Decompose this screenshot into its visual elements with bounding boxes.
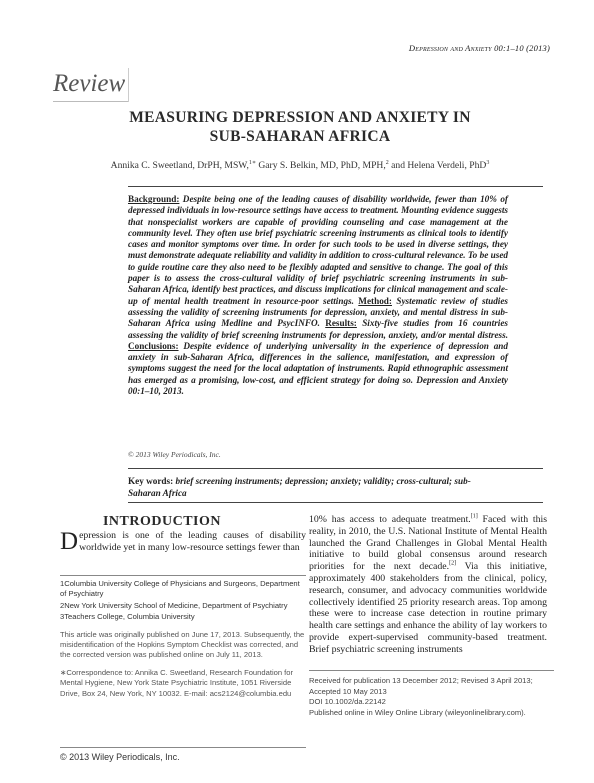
author-3: and Helena Verdeli, PhD [388, 160, 487, 171]
journal-issue: 00:1–10 (2013) [494, 43, 550, 53]
abstract-results-text: Sixty-five studies from 16 countries assessing the validity of brief screening instruments for depression, anxiety, and/or mental distress. [128, 318, 508, 340]
doi: DOI 10.1002/da.22142 [309, 697, 386, 707]
abstract-bottom-rule [128, 468, 543, 469]
author-1-affil: 1∗ [248, 159, 256, 166]
author-2-affil: 2 [385, 159, 389, 166]
abstract-top-rule [128, 186, 543, 187]
journal-running-header [330, 43, 550, 53]
keywords-label: Key words: [128, 476, 174, 486]
bottom-copyright: © 2013 Wiley Periodicals, Inc. [60, 752, 180, 762]
footnote-rule [60, 575, 306, 576]
abstract-method-text: Systematic review of studies assessing the validity of screening instruments for depression, anxiety, and mental distress in sub-Saharan Africa using Medline and PsycINFO. [128, 295, 508, 329]
article-title [90, 108, 510, 146]
right-text-2: Faced with this reality, in 2010, the U.S. National Institute of Mental Health launched the Grand Challenges in Global Mental Health initiative to build global consensus around research priorities for the next decade. [309, 514, 548, 573]
abstract-results-label: Results: [325, 318, 357, 329]
author-1: Annika C. Sweetland, DrPH, MSW, [110, 160, 249, 171]
keywords [128, 476, 498, 499]
section-label-divider [128, 68, 129, 102]
right-text-3: Via this initiative, approximately 400 stakeholders from the clinical, policy, research, consumer, and advocacy communities worldwide collectively identified 25 priority research areas. Top among these were to increase case detection in routine primary health care settings and enhance the ability of lay workers to provide expert-supervised community-based treatment. Brief psychiatric screening instruments [309, 561, 547, 655]
author-3-affil: 3 [486, 159, 490, 166]
online-note: Published online in Wiley Online Library (wileyonlinelibrary.com). [309, 707, 526, 717]
introduction-text: epression is one of the leading causes of disability worldwide yet in many low-resource settings fewer than [79, 530, 306, 553]
publication-note: This article was originally published on June 17, 2013. Subsequently, the misidentification of the Hopkins Symptom Checklist was corrected, and the corrected version was published online on July 11, 2013. [60, 629, 305, 660]
abstract-copyright: © 2013 Wiley Periodicals, Inc. [128, 450, 221, 459]
keywords-bottom-rule [128, 502, 543, 503]
drop-cap: D [60, 528, 79, 555]
section-label-rule [53, 101, 129, 102]
abstract-conclusions-text: Despite evidence of underlying universality in the experience of depression and anxiety in sub-Saharan Africa, differences in the salience, manifestation, and expression of symptoms suggest the need for the local adaptation of instruments. Rapid ethnographic assessment has emerged as a promising, low-cost, and efficient strategy for doing so. Depression and Anxiety 00:1–10, 2013. [128, 340, 508, 397]
abstract-conclusions-label: Conclusions: [128, 340, 179, 351]
author-list [60, 160, 540, 171]
affiliation-1: 1Columbia University College of Physicians and Surgeons, Department of Psychiatry [60, 579, 300, 599]
abstract-background-label: Background: [128, 194, 180, 204]
citation-1[interactable]: [1] [470, 513, 478, 520]
section-label: Review [53, 70, 126, 97]
author-2: Gary S. Belkin, MD, PhD, MPH, [255, 160, 386, 171]
abstract-method-label: Method: [358, 295, 392, 306]
journal-name: Depression and Anxiety [408, 43, 492, 53]
affiliation-2: 2New York University School of Medicine, Department of Psychiatry [60, 600, 288, 610]
publication-info [309, 676, 554, 718]
received-dates: Received for publication 13 December 2012; Revised 3 April 2013; Accepted 10 May 2013 [309, 676, 533, 696]
footnotes [60, 579, 306, 700]
keywords-text: brief screening instruments; depression; anxiety; validity; cross-cultural; sub-Saharan Africa [128, 476, 471, 498]
abstract-background-text: Despite being one of the leading causes of disability worldwide, fewer than 10% of depressed individuals in low-resource settings have access to treatment. Mounting evidence suggests that nonspecialist workers are capable of providing counseling and case management at the community level. They often use brief psychiatric screening instruments as clinical tools to identify cases and monitor symptoms over time. In order for such tools to be used in diverse settings, they must demonstrate adequate reliability and validity in addition to cross-cultural relevance. To be used to guide routine care they also need to be flexibly adapted and sensitive to change. The goal of this paper is to assess the cross-cultural validity of brief psychiatric screening instruments in sub-Saharan Africa, identify best practices, and discuss implications for clinical management and scale-up of mental health treatment in resource-poor settings. [128, 194, 508, 306]
abstract [128, 194, 508, 397]
bottom-copyright-rule [60, 747, 306, 748]
citation-2[interactable]: [2] [449, 560, 457, 567]
introduction-heading: INTRODUCTION [102, 514, 221, 529]
right-text-1: 10% has access to adequate treatment. [309, 514, 471, 525]
right-column-text [309, 514, 547, 656]
received-rule [309, 670, 554, 671]
title-line-1: MEASURING DEPRESSION AND ANXIETY IN [129, 109, 471, 126]
affiliation-3: 3Teachers College, Columbia University [60, 612, 195, 622]
introduction-paragraph [60, 530, 306, 554]
title-line-2: SUB-SAHARAN AFRICA [209, 128, 391, 145]
correspondence-note: ∗Correspondence to: Annika C. Sweetland, Research Foundation for Mental Hygiene, New York State Psychiatric Institute, 1051 Riverside Drive, Box 24, New York, NY 10032. E-mail: acs2124@columbia.edu [60, 667, 294, 698]
